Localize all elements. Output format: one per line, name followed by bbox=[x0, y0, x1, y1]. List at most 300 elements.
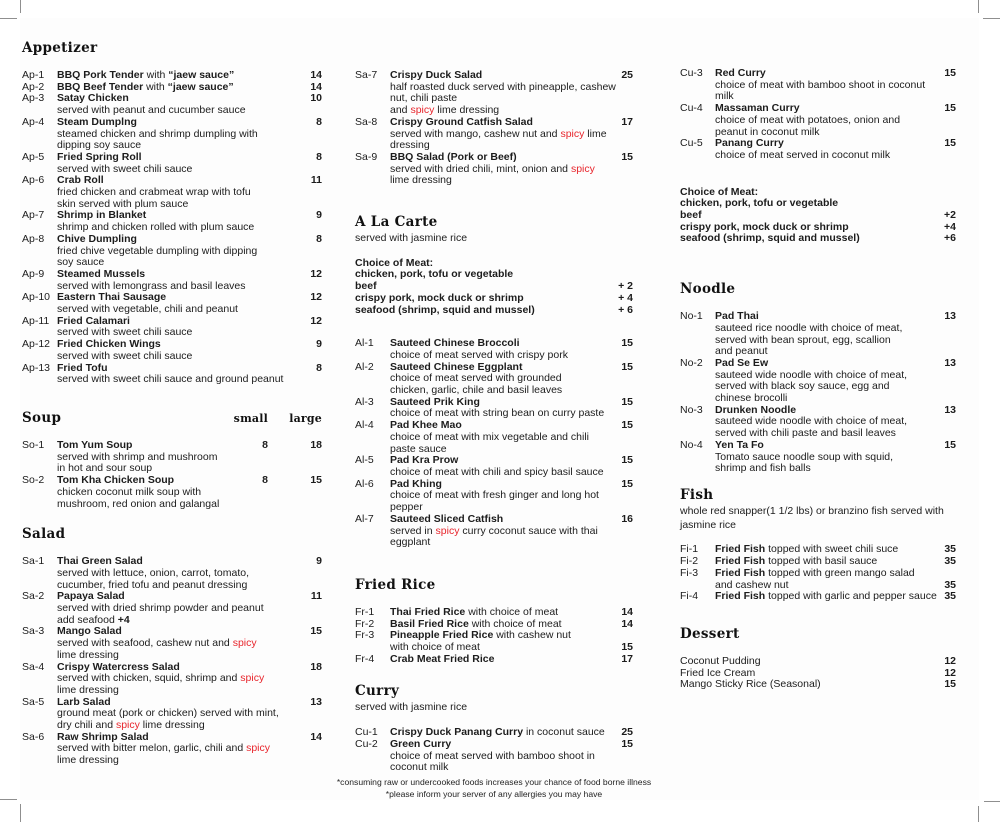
text-segment: with bbox=[143, 69, 169, 81]
text-segment: Pad Khing bbox=[390, 477, 442, 490]
text-segment: served with mango, cashew nut and bbox=[390, 127, 561, 140]
menu-item bbox=[22, 234, 322, 269]
menu-items bbox=[680, 544, 956, 603]
text-segment: Fried Fish bbox=[715, 566, 766, 579]
text-segment: served with peanut and cucumber sauce bbox=[57, 104, 246, 117]
menu-line bbox=[355, 537, 633, 549]
item-name: Coconut Pudding bbox=[680, 654, 761, 667]
text-segment: crispy pork, mock duck or shrimp bbox=[680, 220, 849, 233]
text-segment: Crispy Ground Catfish Salad bbox=[390, 115, 533, 128]
text-segment: add seafood bbox=[57, 613, 118, 626]
menu-items bbox=[355, 727, 633, 774]
item-name: Mango Sticky Rice (Seasonal) bbox=[680, 678, 821, 691]
text-segment: served with black soy sauce, egg and bbox=[715, 380, 890, 393]
menu-items bbox=[355, 70, 633, 187]
item-code: Fr-4 bbox=[355, 652, 375, 665]
text-segment: Yen Ta Fo bbox=[715, 438, 764, 451]
menu-item bbox=[22, 626, 322, 661]
item-code: So-1 bbox=[22, 438, 45, 451]
text-segment: in coconut sauce bbox=[523, 726, 605, 739]
item-price: 15 bbox=[621, 419, 633, 432]
text-segment: Green Curry bbox=[390, 737, 452, 750]
text-segment: chinese brocolli bbox=[715, 392, 788, 405]
item-text bbox=[390, 654, 609, 666]
text-segment: served with lettuce, onion, carrot, tomato, bbox=[57, 566, 250, 579]
menu-item bbox=[22, 440, 322, 475]
text-segment: Steam Dumplng bbox=[57, 115, 137, 128]
menu-column-1 bbox=[22, 40, 322, 767]
text-segment: served with shrimp and mushroom bbox=[57, 450, 218, 463]
menu-item bbox=[22, 152, 322, 175]
menu-item bbox=[22, 339, 322, 362]
section-header bbox=[22, 526, 322, 543]
text-segment: lime bbox=[584, 127, 607, 140]
text-segment: Fried Spring Roll bbox=[57, 150, 142, 163]
item-price: 9 bbox=[316, 555, 322, 568]
section-header-block bbox=[355, 577, 633, 594]
item-text bbox=[355, 305, 609, 317]
menu-item bbox=[680, 311, 956, 358]
item-price: + 2 bbox=[618, 280, 633, 293]
menu-item bbox=[355, 338, 633, 361]
menu-item bbox=[355, 152, 633, 187]
item-code: Sa-2 bbox=[22, 590, 45, 603]
text-segment: choice of meat served in coconut milk bbox=[715, 148, 891, 161]
item-price: 13 bbox=[944, 310, 956, 323]
item-code: Fr-1 bbox=[355, 605, 375, 618]
menu-item bbox=[355, 362, 633, 397]
price-column-label-small: small bbox=[233, 411, 268, 425]
text-segment: lime dressing bbox=[57, 648, 119, 661]
text-segment: Mango Salad bbox=[57, 625, 122, 638]
item-code: Ap-1 bbox=[22, 69, 45, 81]
item-price: 9 bbox=[316, 209, 322, 222]
text-segment: Basil Fried Rice bbox=[390, 617, 469, 630]
text-segment: Fried Fish bbox=[715, 590, 766, 603]
item-code: Al-3 bbox=[355, 395, 374, 408]
item-code: Sa-6 bbox=[22, 730, 45, 743]
section-header bbox=[22, 410, 322, 427]
menu-item bbox=[680, 656, 956, 668]
text-segment: and cashew nut bbox=[715, 578, 789, 591]
item-price: 14 bbox=[621, 617, 633, 630]
menu-item bbox=[22, 269, 322, 292]
crop-mark-top-left-h bbox=[0, 18, 17, 19]
item-code: Fi-2 bbox=[680, 555, 699, 568]
text-segment: choice of meat with potatoes, onion and bbox=[715, 113, 901, 126]
item-price: 15 bbox=[621, 454, 633, 467]
text-segment: sauteed wide noodle with choice of meat, bbox=[715, 415, 908, 428]
section-header-block bbox=[22, 526, 322, 543]
menu-line bbox=[355, 175, 633, 187]
text-segment: seafood (shrimp, squid and mussel) bbox=[680, 232, 860, 245]
menu-line bbox=[22, 499, 322, 511]
section-header-block bbox=[355, 214, 633, 245]
menu-items bbox=[22, 70, 322, 386]
text-segment: choice of meat with mix vegetable and chili bbox=[390, 430, 590, 443]
item-text bbox=[390, 490, 633, 502]
text-segment: topped with garlic and pepper sauce bbox=[765, 590, 937, 603]
menu-item bbox=[22, 316, 322, 339]
crop-mark-bottom-left-h bbox=[0, 799, 17, 800]
text-segment: BBQ Salad (Pork or Beef) bbox=[390, 150, 517, 163]
menu-item bbox=[355, 739, 633, 774]
text-segment: Eastern Thai Sausage bbox=[57, 291, 167, 304]
text-segment: served with dried shrimp powder and peanut bbox=[57, 602, 264, 615]
menu-items bbox=[680, 68, 956, 162]
item-price: 15 bbox=[621, 150, 633, 163]
item-code: Ap-8 bbox=[22, 232, 45, 245]
item-code: Cu-2 bbox=[355, 737, 378, 750]
item-code: No-4 bbox=[680, 438, 703, 451]
menu-line bbox=[355, 305, 633, 317]
item-price: 15 bbox=[621, 395, 633, 408]
text-segment: served with chicken, squid, shrimp and bbox=[57, 672, 241, 685]
text-segment: Sauteed Sliced Catfish bbox=[390, 512, 504, 525]
section-header bbox=[22, 40, 322, 57]
item-text bbox=[57, 374, 322, 386]
item-price: +4 bbox=[944, 220, 956, 233]
crop-mark-top-left-v bbox=[20, 0, 21, 13]
text-segment: Sauteed Chinese Broccoli bbox=[390, 337, 520, 350]
item-code: Al-2 bbox=[355, 360, 374, 373]
item-code: No-2 bbox=[680, 356, 703, 369]
text-segment: chicken, garlic, chile and basil leaves bbox=[390, 384, 563, 397]
menu-item bbox=[680, 440, 956, 475]
menu-item bbox=[22, 175, 322, 210]
dessert-items bbox=[680, 656, 956, 691]
item-code: Sa-5 bbox=[22, 695, 45, 708]
item-price: 15 bbox=[944, 102, 956, 115]
section-title: Salad bbox=[22, 526, 66, 543]
text-segment: Choice of Meat: bbox=[680, 185, 759, 198]
text-segment: Papaya Salad bbox=[57, 590, 125, 603]
text-segment: half roasted duck served with pineapple, cashew bbox=[390, 80, 616, 93]
item-code: Cu-5 bbox=[680, 137, 703, 150]
item-code: Sa-1 bbox=[22, 555, 45, 568]
menu-column-3 bbox=[680, 68, 956, 691]
item-name: Fried Ice Cream bbox=[680, 666, 756, 679]
text-segment: served with chili paste and basil leaves bbox=[715, 427, 896, 440]
item-price: 35 bbox=[944, 543, 956, 556]
text-segment: with bbox=[143, 80, 168, 93]
text-segment: cucumber, fried tofu and peanut dressing bbox=[57, 578, 248, 591]
menu-item bbox=[22, 591, 322, 626]
text-segment: Pad Khee Mao bbox=[390, 419, 462, 432]
text-segment: chicken, pork, tofu or vegetable bbox=[355, 268, 514, 281]
text-segment: dry chili and bbox=[57, 719, 116, 732]
section-header-block bbox=[680, 626, 956, 643]
text-segment: fried chicken and crabmeat wrap with tofu bbox=[57, 186, 251, 199]
item-code: Al-4 bbox=[355, 419, 374, 432]
menu-item bbox=[680, 68, 956, 103]
text-segment: shrimp and fish balls bbox=[715, 462, 811, 475]
text-segment: served with vegetable, chili and peanut bbox=[57, 303, 238, 316]
item-price-small: 8 bbox=[262, 438, 268, 451]
text-segment: choice of meat with bamboo shoot in coconut bbox=[715, 78, 926, 91]
menu-line bbox=[680, 463, 956, 475]
menu-item bbox=[22, 292, 322, 315]
item-text bbox=[57, 499, 322, 511]
crop-mark-top-right-h bbox=[983, 18, 1000, 19]
item-code: Fi-3 bbox=[680, 566, 699, 579]
menu-item bbox=[355, 397, 633, 420]
section-subtitle: jasmine rice bbox=[680, 518, 737, 531]
item-code: Ap-11 bbox=[22, 314, 50, 327]
text-segment: pepper bbox=[390, 501, 423, 514]
menu-line bbox=[22, 374, 322, 386]
item-text bbox=[355, 269, 633, 281]
menu-item bbox=[680, 103, 956, 138]
text-segment: lime dressing bbox=[57, 754, 119, 767]
menu-item bbox=[680, 405, 956, 440]
item-price: 8 bbox=[316, 361, 322, 374]
item-price: + 4 bbox=[618, 291, 633, 304]
spicy-label: spicy bbox=[232, 637, 257, 650]
item-code: Al-5 bbox=[355, 454, 374, 467]
item-code: Ap-12 bbox=[22, 338, 51, 351]
text-segment: Shrimp in Blanket bbox=[57, 209, 147, 222]
item-code: Ap-2 bbox=[22, 80, 45, 93]
item-code: Sa-7 bbox=[355, 69, 378, 81]
spicy-label: spicy bbox=[560, 127, 585, 140]
item-price: 8 bbox=[316, 150, 322, 163]
text-segment: lime dressing bbox=[57, 683, 119, 696]
menu-item bbox=[22, 93, 322, 116]
item-price: 14 bbox=[310, 80, 322, 93]
section-subtitle: served with jasmine rice bbox=[355, 701, 468, 714]
menu-line bbox=[680, 591, 956, 603]
menu-item bbox=[680, 138, 956, 161]
item-text bbox=[680, 198, 956, 210]
section-header-block bbox=[680, 487, 956, 531]
item-code: No-1 bbox=[680, 310, 703, 323]
text-segment: Thai Green Salad bbox=[57, 555, 143, 568]
item-price: 12 bbox=[310, 267, 322, 280]
menu-items bbox=[22, 556, 322, 767]
text-segment: choice of meat with chili and spicy basil sauce bbox=[390, 465, 604, 478]
item-code: Cu-4 bbox=[680, 102, 703, 115]
item-price-large: 15 bbox=[310, 474, 322, 487]
text-segment: Thai Fried Rice bbox=[390, 605, 466, 618]
item-price: 13 bbox=[944, 356, 956, 369]
text-segment: with choice of meat bbox=[390, 641, 480, 654]
text-segment: lime dressing bbox=[434, 104, 500, 117]
text-segment: Sauteed Chinese Eggplant bbox=[390, 360, 523, 373]
text-segment: chicken coconut milk soup with bbox=[57, 485, 202, 498]
menu-item bbox=[22, 363, 322, 386]
footnote-line: *consuming raw or undercooked foods increases your chance of food borne illness bbox=[336, 776, 652, 787]
item-code: Sa-4 bbox=[22, 660, 45, 673]
text-segment: Chive Dumpling bbox=[57, 232, 137, 245]
item-code: Cu-1 bbox=[355, 726, 378, 739]
text-segment: Crispy Duck Salad bbox=[390, 69, 483, 81]
text-segment: Pad Kra Prow bbox=[390, 454, 459, 467]
section-header bbox=[355, 214, 633, 231]
text-segment: beef bbox=[355, 280, 377, 293]
menu-item bbox=[680, 679, 956, 691]
text-segment: Drunken Noodle bbox=[715, 403, 797, 416]
crop-mark-bottom-right-h bbox=[984, 801, 1000, 802]
menu-item bbox=[22, 210, 322, 233]
section-title: Dessert bbox=[680, 625, 740, 642]
item-code: Al-6 bbox=[355, 477, 374, 490]
menu-item bbox=[355, 117, 633, 152]
section-title: A La Carte bbox=[355, 214, 438, 231]
text-segment: mushroom, red onion and galangal bbox=[57, 497, 220, 510]
text-segment: in hot and sour soup bbox=[57, 462, 153, 475]
item-price: 18 bbox=[310, 660, 322, 673]
crop-mark-bottom-left-v bbox=[20, 804, 21, 822]
footnote bbox=[335, 776, 653, 801]
item-code: Sa-3 bbox=[22, 625, 45, 638]
text-segment: dressing bbox=[390, 139, 430, 152]
menu-line bbox=[22, 755, 322, 767]
text-segment: topped with basil sauce bbox=[765, 555, 878, 568]
text-segment: coconut milk bbox=[390, 761, 449, 774]
item-text bbox=[715, 590, 937, 603]
text-segment: served with bitter melon, garlic, chili and bbox=[57, 742, 247, 755]
section-title: Soup bbox=[22, 409, 62, 426]
item-code: Ap-7 bbox=[22, 209, 45, 222]
text-segment: Fried Calamari bbox=[57, 314, 130, 327]
item-code: Fi-4 bbox=[680, 590, 699, 603]
text-segment: choice of meat with fresh ginger and long hot bbox=[390, 489, 599, 502]
text-segment: choice of meat served with bamboo shoot in bbox=[390, 749, 595, 762]
item-price: 15 bbox=[621, 360, 633, 373]
item-price: 17 bbox=[621, 652, 633, 665]
menu-line bbox=[680, 150, 956, 162]
text-segment: choice of meat with string bean on curry paste bbox=[390, 407, 605, 420]
item-price: 35 bbox=[944, 555, 956, 568]
item-price: 14 bbox=[310, 730, 322, 743]
item-code: Ap-6 bbox=[22, 174, 45, 187]
menu-line bbox=[355, 762, 633, 774]
item-text bbox=[715, 80, 956, 92]
section-title: Fried Rice bbox=[355, 576, 436, 593]
section-header bbox=[355, 577, 633, 594]
text-segment: Pad Thai bbox=[715, 310, 759, 323]
spicy-label: spicy bbox=[246, 742, 271, 755]
item-code: Ap-10 bbox=[22, 291, 51, 304]
item-code: Sa-9 bbox=[355, 150, 378, 163]
item-code: Ap-13 bbox=[22, 361, 51, 374]
text-segment: BBQ Pork Tender bbox=[57, 69, 144, 81]
menu-item bbox=[22, 475, 322, 510]
item-code: Cu-3 bbox=[680, 67, 703, 79]
text-segment: steamed chicken and shrimp dumpling with bbox=[57, 127, 258, 140]
text-segment: “jaew sauce” bbox=[167, 80, 234, 93]
section-title: Appetizer bbox=[22, 40, 98, 56]
menu-line bbox=[680, 233, 956, 245]
item-code: Fi-1 bbox=[680, 543, 699, 556]
text-segment: BBQ Beef Tender bbox=[57, 80, 144, 93]
menu-item bbox=[22, 117, 322, 152]
item-price: 15 bbox=[621, 737, 633, 750]
item-price: 15 bbox=[944, 678, 956, 691]
item-price: 35 bbox=[944, 578, 956, 591]
item-price: 15 bbox=[621, 337, 633, 350]
text-segment: Sauteed Prik King bbox=[390, 395, 480, 408]
text-segment: Steamed Mussels bbox=[57, 267, 146, 280]
menu-items bbox=[355, 338, 633, 549]
item-code: Fr-2 bbox=[355, 617, 375, 630]
item-price: +2 bbox=[944, 209, 956, 222]
item-price: 11 bbox=[310, 174, 322, 187]
text-segment: served with lemongrass and basil leaves bbox=[57, 279, 246, 292]
text-segment: served with seafood, cashew nut and bbox=[57, 637, 233, 650]
section-subtitle: whole red snapper(1 1/2 lbs) or branzino fish served with bbox=[680, 504, 944, 517]
text-segment: Crispy Duck Panang Curry bbox=[390, 726, 524, 739]
item-price: 10 bbox=[310, 92, 322, 105]
menu-items bbox=[22, 440, 322, 510]
menu-column-2 bbox=[336, 69, 652, 801]
text-segment: paste sauce bbox=[390, 442, 447, 455]
section-header-block bbox=[22, 410, 322, 427]
menu-item bbox=[355, 630, 633, 653]
choice-of-meat-block bbox=[680, 187, 956, 246]
item-price: 35 bbox=[944, 590, 956, 603]
text-segment: and peanut bbox=[715, 345, 768, 358]
text-segment: with choice of meat bbox=[468, 617, 562, 630]
item-code: Ap-3 bbox=[22, 92, 45, 105]
text-segment: Fried Fish bbox=[715, 555, 766, 568]
text-segment: Larb Salad bbox=[57, 695, 111, 708]
menu-item bbox=[355, 514, 633, 549]
item-price: 8 bbox=[316, 115, 322, 128]
crop-mark-bottom-right-v bbox=[978, 806, 979, 822]
text-segment: shrimp and chicken rolled with plum sauce bbox=[57, 221, 255, 234]
item-price: + 6 bbox=[618, 303, 633, 316]
text-segment: skin served with plum sauce bbox=[57, 197, 189, 210]
text-segment: lime dressing bbox=[390, 174, 452, 187]
choice-of-meat-block bbox=[355, 258, 633, 317]
section-subtitle: served with jasmine rice bbox=[355, 232, 468, 245]
footnote-line: *please inform your server of any allergies you may have bbox=[385, 789, 603, 800]
item-code: Al-1 bbox=[355, 337, 374, 350]
text-segment: Massaman Curry bbox=[715, 102, 800, 115]
item-price: 12 bbox=[310, 314, 322, 327]
text-segment: Raw Shrimp Salad bbox=[57, 730, 149, 743]
text-segment: curry coconut sauce with thai bbox=[459, 524, 598, 537]
text-segment: dipping soy sauce bbox=[57, 139, 142, 152]
text-segment: choice of meat served with grounded bbox=[390, 372, 562, 385]
item-price: 11 bbox=[310, 590, 322, 603]
item-text bbox=[390, 762, 633, 774]
spicy-label: spicy bbox=[435, 524, 460, 537]
text-segment: served with sweet chili sauce and ground peanut bbox=[57, 373, 284, 386]
text-segment: ground meat (pork or chicken) served with mint, bbox=[57, 707, 279, 720]
menu-items bbox=[355, 607, 633, 666]
section-header-block bbox=[680, 281, 956, 298]
spicy-label: spicy bbox=[115, 719, 140, 732]
item-code: Al-7 bbox=[355, 512, 374, 525]
item-price: 16 bbox=[621, 512, 633, 525]
item-code: No-3 bbox=[680, 403, 703, 416]
menu-item bbox=[355, 420, 633, 455]
text-segment: Crab Roll bbox=[57, 174, 104, 187]
item-text bbox=[57, 755, 322, 767]
item-text bbox=[390, 175, 633, 187]
item-price: 15 bbox=[621, 477, 633, 490]
text-segment: served with sweet chili sauce bbox=[57, 349, 193, 362]
text-segment: Crispy Watercress Salad bbox=[57, 660, 180, 673]
text-segment: topped with green mango salad bbox=[765, 566, 915, 579]
section-title: Noodle bbox=[680, 281, 736, 298]
text-segment: served with dried chili, mint, onion and bbox=[390, 162, 571, 175]
text-segment: served with sweet chili sauce bbox=[57, 162, 193, 175]
section-header bbox=[680, 626, 956, 643]
